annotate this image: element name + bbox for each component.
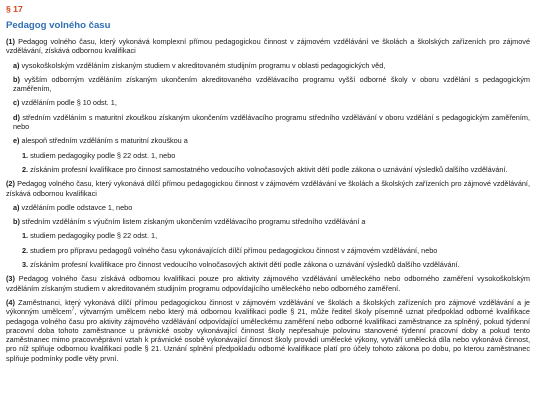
sub-list-item-text: studiem pedagogiky podle § 22 odst. 1, [30, 231, 158, 241]
sub-list-item [6, 165, 530, 174]
paragraph-1-text: Pedagog volného času, který vykonává komplexní přímou pedagogickou činnost v zájmovém vzdělávání ve školách a školských zařízeních pro zájmové vzdělávání, získává odbornou kvalifikaci [6, 37, 531, 56]
paragraph-4 [6, 298, 530, 363]
paragraph-2-marker: (2) [6, 179, 15, 189]
list-item [6, 75, 530, 94]
list-item [6, 203, 530, 212]
list-item-marker: a) [13, 60, 20, 70]
sub-list-item-marker: 3. [22, 260, 29, 270]
list-item-marker: b) [13, 74, 20, 84]
paragraph-3-text: Pedagog volného času získává odbornou kvalifikaci pouze pro aktivity zájmového vzdělávání uměleckého nebo odborného zaměření vysokoškolským vzděláním získaným studiem v akreditovaném studijním programu odpovídajícího uměleckého nebo odborného zaměření. [6, 274, 530, 293]
sub-list-item-marker: 2. [22, 164, 29, 174]
list-item-marker: c) [13, 98, 20, 108]
paragraph-2 [6, 179, 530, 198]
paragraph-4-text-after: , výtvarným umělcem nebo který má odbornou kvalifikaci podle § 21, může ředitel školy písemně uznat předpoklad odborné kvalifikace pedagoga volného času pro aktivity zájmového vzdělávání odpovídající uměleckému zaměření nebo odborné kvalifikaci zaměstnance za splněný, pokud týdenní pracovní doba tohoto zaměstnance u právnické osoby vykonávající činnost školy nepřesahuje polovinu stanovené týdenní pracovní doby a pokud tento zaměstnanec mimo pracovněprávní vztah k právnické osobě vykonávající činnost školy provádí umělecké výkony, vytváří umělecká díla nebo vykonává činnost, pro níž splňuje odbornou kvalifikaci podle § 21. Uznání splnění předpokladu odborné kvalifikace platí pro účely tohoto zákona po dobu, po kterou zaměstnanec splňuje podmínky podle věty první. [6, 307, 530, 363]
sub-list-item-marker: 1. [22, 150, 29, 160]
list-item [6, 98, 530, 107]
list-item-text: vyšším odborným vzděláním získaným ukončením akreditovaného vzdělávacího programu vyšší odborné školy v oboru vzdělání s pedagogickým zaměřením, [13, 74, 530, 94]
list-item-marker: a) [13, 202, 20, 212]
list-item-marker: d) [13, 112, 20, 122]
paragraph-3-marker: (3) [6, 274, 15, 284]
list-item [6, 113, 530, 132]
list-item-text: alespoň středním vzděláním s maturitní zkouškou a [21, 136, 188, 146]
paragraph-4-marker: (4) [6, 297, 15, 307]
sub-list-item-text: studiem pro přípravu pedagogů volného času vykonávajících dílčí přímou pedagogickou činnost v zájmovém vzdělávání, nebo [30, 245, 438, 255]
list-item [6, 61, 530, 70]
sub-list-item-text: získáním profesní kvalifikace pro činnost samostatného vedoucího volnočasových aktivit dětí podle zákona o uznávání výsledků dalšího vzdělávání. [30, 164, 508, 174]
list-item-marker: b) [13, 217, 20, 227]
paragraph-2-text: Pedagog volného času, který vykonává dílčí přímou pedagogickou činnost v zájmovém vzdělávání ve školách a školských zařízeních pro zájmové vzdělávání, získává odbornou kvalifikaci [6, 179, 530, 198]
list-item-text: vysokoškolským vzděláním získaným studiem v akreditovaném studijním programu v oblasti pedagogických věd, [21, 60, 386, 70]
sub-list-item-marker: 1. [22, 231, 29, 241]
sub-list-item-text: studiem pedagogiky podle § 22 odst. 1, nebo [30, 150, 176, 160]
paragraph-4-text-before: Zaměstnanci, který vykonává dílčí přímou pedagogickou činnost v zájmovém vzdělávání ve školách a školských zařízeních pro zájmové vzdělávání a je výkonným umělcem [6, 297, 530, 317]
list-item-marker: e) [13, 136, 20, 146]
list-item-text: středním vzděláním s maturitní zkouškou získaným ukončením vzdělávacího programu středního vzdělávání v oboru vzdělání s pedagogickým zaměřením, nebo [13, 112, 531, 132]
law-document [0, 4, 540, 417]
list-item [6, 217, 530, 226]
list-item-text: vzděláním podle odstavce 1, nebo [21, 202, 133, 212]
sub-list-item [6, 246, 530, 255]
section-title: Pedagog volného času [6, 20, 111, 31]
sub-list-item [6, 231, 530, 240]
sub-list-item-text: získáním profesní kvalifikace pro činnost vedoucího volnočasových aktivit dětí podle zákona o uznávání výsledků dalšího vzdělávání. [30, 260, 460, 270]
sub-list-item [6, 151, 530, 160]
section-number: § 17 [6, 4, 23, 14]
sub-list-item [6, 260, 530, 269]
paragraph-3 [6, 274, 530, 293]
list-item-text: vzděláním podle § 10 odst. 1, [21, 98, 117, 108]
footnote-reference[interactable]: 7 [71, 306, 75, 313]
list-item-text: středním vzděláním s výučním listem získaným ukončením vzdělávacího programu středního vzdělávání a [21, 217, 366, 227]
paragraph-1-marker: (1) [6, 37, 15, 46]
sub-list-item-marker: 2. [22, 245, 29, 255]
paragraph-1 [6, 37, 530, 56]
list-item [6, 136, 530, 145]
